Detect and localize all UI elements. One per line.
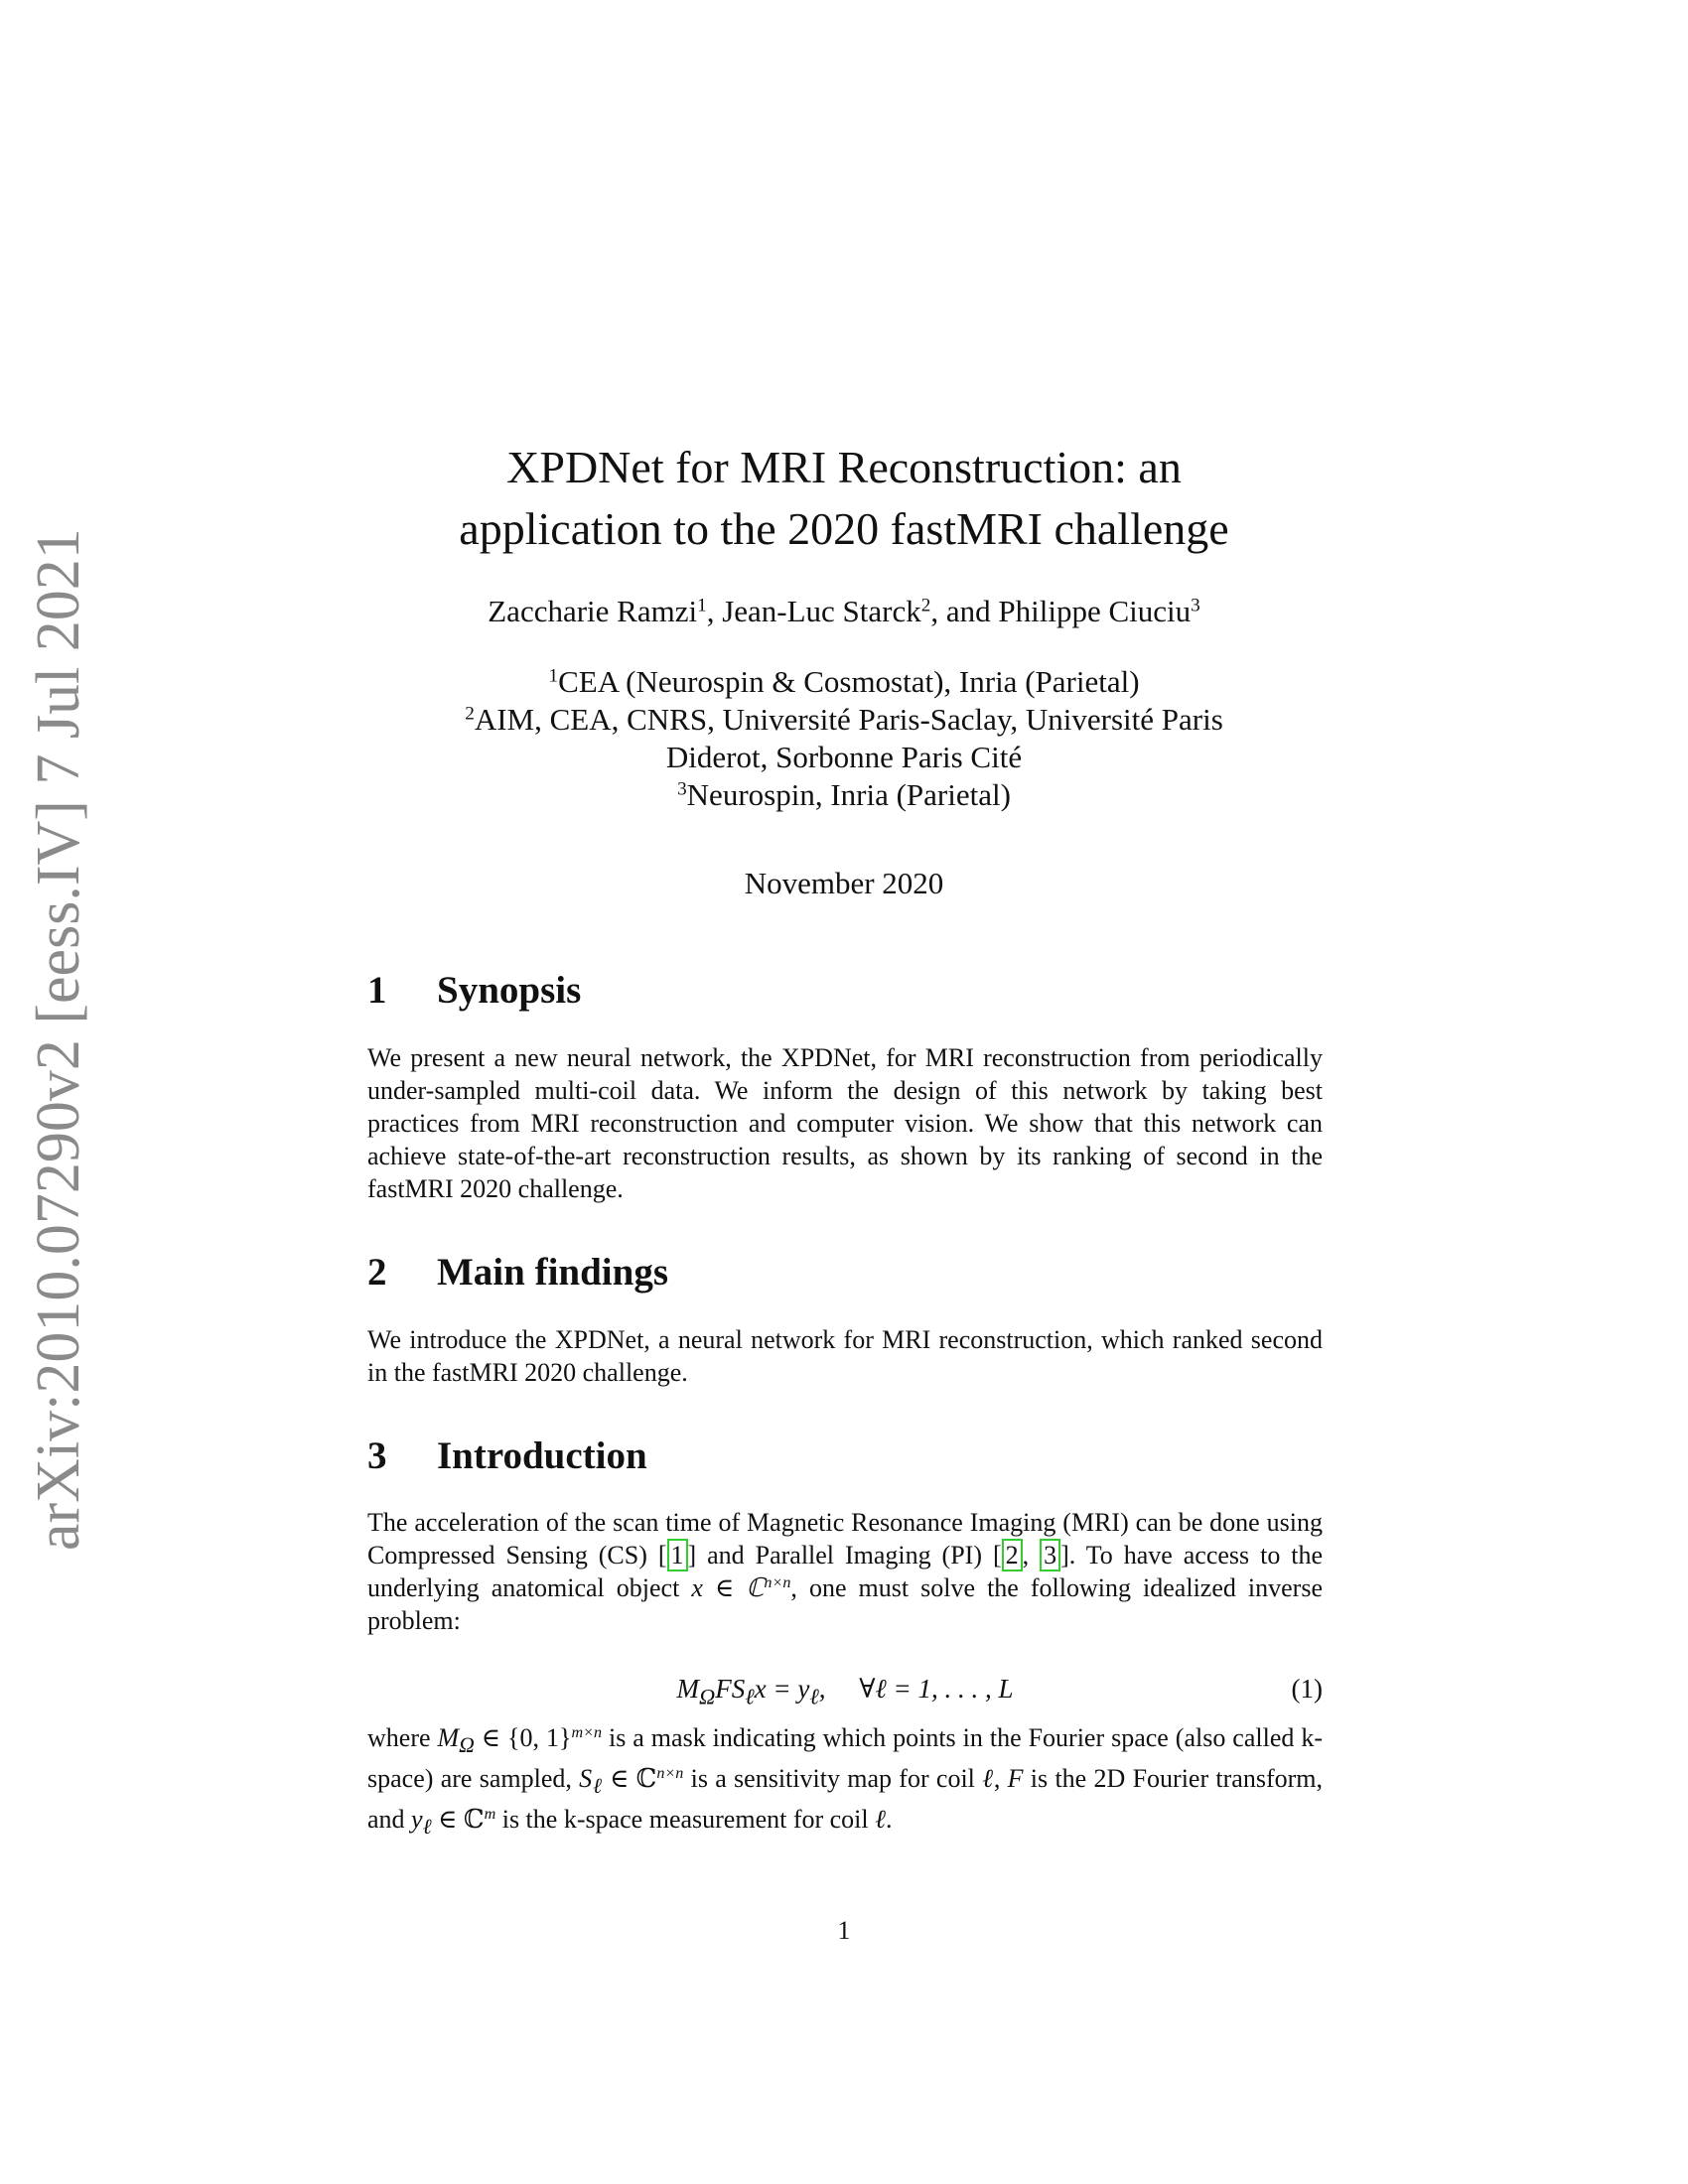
where-text: where xyxy=(367,1723,438,1752)
where-paragraph xyxy=(367,1721,1323,1844)
inline-math: M xyxy=(437,1723,460,1752)
inline-math: S xyxy=(579,1764,593,1794)
author-name: Zaccharie Ramzi xyxy=(488,594,698,628)
equation-number: (1) xyxy=(1291,1674,1323,1704)
affiliation-line xyxy=(298,701,1390,739)
where-text: is a mask indicating which points in the Fourier space (also called k-space) are sampled, xyxy=(367,1723,1323,1794)
findings-paragraph: We introduce the XPDNet, a neural network for MRI reconstruction, which ranked second in the fastMRI 2020 challenge. xyxy=(367,1325,1323,1387)
section-title: Synopsis xyxy=(437,969,582,1012)
affiliation-line xyxy=(298,776,1390,814)
inline-math-superscript: n×n xyxy=(656,1765,684,1783)
arxiv-watermark: arXiv:2010.07290v2 [eess.IV] 7 Jul 2021 xyxy=(25,528,92,1551)
eq-symbol: FS xyxy=(715,1674,746,1704)
inline-math: F xyxy=(1007,1764,1024,1794)
inline-math-subscript: ℓ xyxy=(592,1774,603,1799)
section-heading-synopsis xyxy=(367,968,581,1013)
where-text: is the k-space measurement for coil xyxy=(495,1805,876,1835)
author-list xyxy=(298,592,1390,631)
inline-math: ℓ xyxy=(875,1805,886,1835)
inline-math-superscript: m xyxy=(484,1806,496,1824)
affiliation-mark: 2 xyxy=(465,703,475,725)
inline-math-superscript: n×n xyxy=(764,1574,791,1592)
where-text: . xyxy=(885,1805,893,1835)
section-heading-main-findings xyxy=(367,1250,668,1295)
author-name: Jean-Luc Starck xyxy=(722,594,921,628)
page-number: 1 xyxy=(837,1916,851,1945)
intro-text: and Parallel Imaging (PI) xyxy=(696,1541,993,1570)
citation-link-2[interactable]: 2 xyxy=(1002,1539,1023,1571)
affiliation-text: CEA (Neurospin & Cosmostat), Inria (Parietal) xyxy=(558,664,1140,699)
author-separator: , xyxy=(706,594,723,628)
affiliation-line xyxy=(298,663,1390,701)
affiliation-line xyxy=(298,739,1390,776)
intro-text: . To have access to the underlying anatomical object xyxy=(367,1541,1324,1602)
inline-math: ∈ ℂ xyxy=(602,1764,657,1794)
affiliation-text: AIM, CEA, CNRS, Université Paris-Saclay, Université Paris xyxy=(474,702,1223,737)
inline-math-subscript: ℓ xyxy=(422,1815,432,1840)
eq-symbol: M xyxy=(676,1674,699,1704)
citation-link-1[interactable]: 1 xyxy=(667,1539,688,1571)
where-text: is a sensitivity map for coil xyxy=(683,1764,983,1794)
inline-math: ∈ ℂ xyxy=(431,1805,485,1835)
eq-subscript: ℓ xyxy=(745,1684,755,1709)
author-mark: 3 xyxy=(1191,595,1200,616)
equation-body xyxy=(367,1674,1323,1709)
affiliation-list xyxy=(298,663,1390,814)
eq-subscript: Ω xyxy=(699,1684,716,1709)
inline-math: ∈ {0, 1} xyxy=(474,1723,572,1752)
section-heading-introduction xyxy=(367,1433,647,1478)
intro-text: , one must solve the following idealized inverse problem: xyxy=(367,1573,1323,1635)
where-text: , xyxy=(993,1764,1008,1794)
affiliation-mark: 3 xyxy=(677,778,687,800)
citation-separator: , xyxy=(1022,1541,1041,1570)
paper-title xyxy=(298,437,1390,560)
inline-math: x ∈ ℂ xyxy=(691,1573,765,1602)
inline-math-superscript: m×n xyxy=(571,1724,603,1742)
synopsis-paragraph: We present a new neural network, the XPDNet, for MRI reconstruction from periodically under-sampled multi-coil data. We inform the design of this network by taking best practices from MRI reconstruction and computer vision. We show that this network can achieve state-of-the-art reconstruction results, as shown by its ranking of second in the fastMRI 2020 challenge. xyxy=(367,1043,1323,1203)
eq-tail: , ∀ℓ = 1, . . . , L xyxy=(818,1674,1014,1704)
paper-date: November 2020 xyxy=(744,866,944,900)
author-name: Philippe Ciuciu xyxy=(998,594,1192,628)
inline-math-subscript: Ω xyxy=(459,1733,475,1758)
author-mark: 1 xyxy=(697,595,707,616)
where-text: is the 2D Fourier transform, and xyxy=(367,1764,1323,1835)
section-number: 3 xyxy=(367,1434,387,1477)
eq-subscript: ℓ xyxy=(809,1684,819,1709)
equation-1 xyxy=(367,1674,1323,1709)
section-title: Main findings xyxy=(437,1251,668,1294)
title-line-1: XPDNet for MRI Reconstruction: an xyxy=(506,442,1182,492)
section-title: Introduction xyxy=(437,1434,647,1477)
affiliation-text: Diderot, Sorbonne Paris Cité xyxy=(665,740,1023,774)
intro-text: The acceleration of the scan time of Magnetic Resonance Imaging (MRI) can be done using Compressed Sensing (CS) xyxy=(367,1508,1323,1570)
inline-math: ℓ xyxy=(982,1764,994,1794)
inline-math: y xyxy=(411,1805,423,1835)
affiliation-mark: 1 xyxy=(548,665,559,687)
citation-link-3[interactable]: 3 xyxy=(1040,1539,1060,1571)
introduction-paragraph: The acceleration of the scan time of Magnetic Resonance Imaging (MRI) can be done using Compressed Sensing (CS) [ 1 ] and Parallel Imaging (PI) [ 2 , 3 ]. To have access to the underlying anatomical object x ∈ ℂ$^{n\times n}$, one must solve the following idealized inverse problem: xyxy=(367,1508,1324,1635)
section-number: 1 xyxy=(367,969,387,1012)
author-separator: , and xyxy=(930,594,999,628)
affiliation-text: Neurospin, Inria (Parietal) xyxy=(686,777,1011,812)
section-number: 2 xyxy=(367,1251,387,1294)
eq-symbol: x = y xyxy=(754,1674,810,1704)
author-mark: 2 xyxy=(920,595,931,616)
title-line-2: application to the 2020 fastMRI challenge xyxy=(459,503,1229,554)
